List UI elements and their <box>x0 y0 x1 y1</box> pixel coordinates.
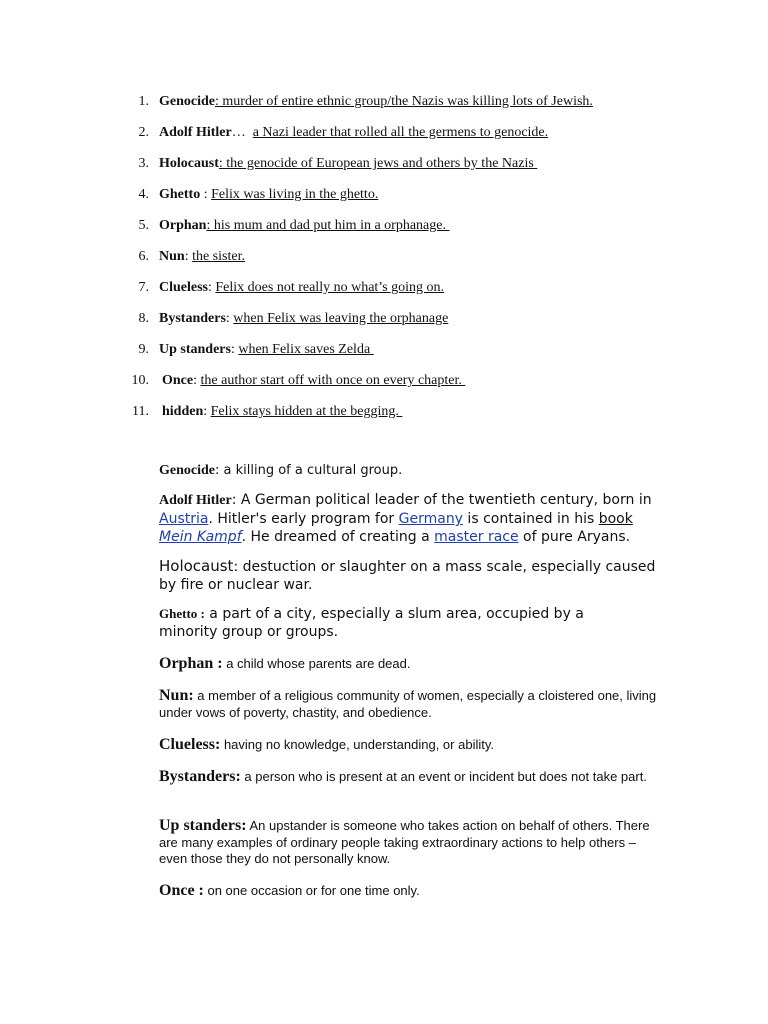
item-term: Ghetto <box>159 187 201 202</box>
glossary-term: Up standers: <box>159 817 247 834</box>
glossary-definition: on one occasion or for one time only. <box>203 883 420 898</box>
list-item <box>0 93 768 124</box>
list-item <box>0 124 768 155</box>
item-term: hidden <box>162 404 204 419</box>
glossary-entry-holocaust <box>159 557 659 594</box>
glossary-entry-up-standers <box>159 818 659 868</box>
item-definition: : the genocide of European jews and others by the Nazis <box>218 156 538 171</box>
glossary-term: Orphan : <box>159 655 223 672</box>
item-separator: … <box>231 125 253 140</box>
glossary-term: Once : <box>159 882 204 899</box>
glossary-term: Genocide <box>159 463 215 478</box>
list-item <box>0 155 768 186</box>
item-separator: : <box>230 342 239 357</box>
item-term: Up standers <box>159 342 231 357</box>
glossary-entry-bystanders <box>159 768 651 785</box>
item-term: Bystanders <box>159 311 226 326</box>
glossary-definition: : destuction or slaughter on a mass scale, especially caused by fire or nuclear war. <box>159 559 656 593</box>
item-term: Orphan <box>159 218 207 233</box>
glossary-definition-part: . Hitler's early program for <box>208 511 399 527</box>
glossary-entry-ghetto <box>159 605 639 641</box>
item-term: Genocide <box>159 94 215 109</box>
item-term: Nun <box>159 249 185 264</box>
item-definition: the author start off with once on every chapter. <box>200 373 466 388</box>
item-definition: Felix was living in the ghetto. <box>211 187 379 202</box>
list-item <box>0 403 768 434</box>
glossary-definition: a child whose parents are dead. <box>222 656 411 671</box>
glossary-term: Bystanders: <box>159 768 241 785</box>
glossary-definition-part: of pure Aryans. <box>518 529 631 545</box>
glossary-definition: a part of a city, especially a slum area, occupied by a minority group or groups. <box>159 606 584 640</box>
item-number: 2. <box>138 125 149 140</box>
item-number: 8. <box>138 311 149 326</box>
list-item <box>0 217 768 248</box>
item-term: Once <box>162 373 194 388</box>
item-term: Adolf Hitler <box>159 125 232 140</box>
item-definition: when Felix saves Zelda <box>238 342 374 357</box>
list-item <box>0 248 768 279</box>
glossary-entry-orphan <box>159 655 659 673</box>
item-separator: : <box>200 187 212 202</box>
item-definition: the sister. <box>192 249 245 264</box>
glossary-term: Nun: <box>159 687 194 704</box>
glossary-definition: : a killing of a cultural group. <box>215 463 403 478</box>
glossary-term: Clueless: <box>159 736 221 753</box>
vocabulary-list <box>0 93 768 434</box>
item-definition: a Nazi leader that rolled all the germens to genocide. <box>252 125 549 140</box>
item-number: 3. <box>138 156 149 171</box>
item-separator: : <box>208 280 216 295</box>
item-definition: : his mum and dad put him in a orphanage. <box>206 218 450 233</box>
item-number: 5. <box>138 218 149 233</box>
glossary-definition: having no knowledge, understanding, or ability. <box>220 737 494 752</box>
item-separator: : <box>225 311 234 326</box>
glossary-term: Ghetto : <box>159 606 205 621</box>
glossary-definition: a person who is present at an event or incident but does not take part. <box>240 769 647 784</box>
mein-kampf-title: Mein Kampf <box>159 529 242 545</box>
glossary-entry-once <box>159 882 659 900</box>
list-item <box>0 186 768 217</box>
item-number: 4. <box>138 187 149 202</box>
list-item <box>0 310 768 341</box>
glossary-definition: An upstander is someone who takes action on behalf of others. There are many examples of ordinary people taking extraordinary actions to help others – even those they do not personally know. <box>159 818 650 866</box>
item-separator: : <box>193 373 201 388</box>
list-item <box>0 341 768 372</box>
glossary-entry-clueless <box>159 736 659 754</box>
list-item <box>0 372 768 403</box>
austria-link[interactable]: Austria <box>159 511 209 527</box>
glossary-entry-nun <box>159 687 659 721</box>
glossary-definition: : A German political leader of the twentieth century, born in <box>231 492 652 508</box>
item-number: 9. <box>138 342 149 357</box>
item-number: 6. <box>138 249 149 264</box>
glossary-definition-part: . He dreamed of creating a <box>241 529 435 545</box>
glossary-term: Holocaust <box>159 557 234 575</box>
glossary-entry-adolf-hitler <box>159 491 659 546</box>
mein-kampf-link[interactable] <box>159 529 242 545</box>
item-definition: Felix stays hidden at the begging. <box>210 404 403 419</box>
germany-link[interactable]: Germany <box>398 511 463 527</box>
item-number: 10. <box>131 373 149 388</box>
item-number: 11. <box>132 404 149 419</box>
glossary-term: Adolf Hitler <box>159 493 232 508</box>
item-number: 7. <box>138 280 149 295</box>
glossary-definition-part: is contained in his <box>462 511 599 527</box>
item-separator: : <box>184 249 193 264</box>
item-separator: : <box>203 404 211 419</box>
item-definition: : murder of entire ethnic group/the Nazis was killing lots of Jewish. <box>215 94 593 109</box>
item-definition: Felix does not really no what’s going on. <box>215 280 445 295</box>
glossary-entry-genocide <box>159 462 659 480</box>
item-term: Holocaust <box>159 156 219 171</box>
item-term: Clueless <box>159 280 208 295</box>
master-race-link[interactable]: master race <box>434 529 519 545</box>
item-number: 1. <box>138 94 149 109</box>
item-definition: when Felix was leaving the orphanage <box>233 311 449 326</box>
glossary-definition: a member of a religious community of women, especially a cloistered one, living under vows of poverty, chastity, and obedience. <box>159 688 657 720</box>
book-link[interactable]: book <box>598 511 633 527</box>
list-item <box>0 279 768 310</box>
